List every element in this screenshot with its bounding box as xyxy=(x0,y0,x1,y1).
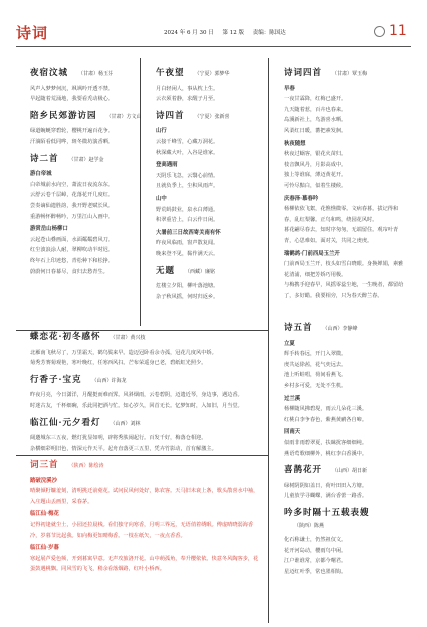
poem-heading xyxy=(30,68,136,80)
column-divider xyxy=(268,58,269,623)
poem-line: 天阴乐飞急，云翳心前情。 xyxy=(156,172,219,179)
header-rule xyxy=(16,46,411,47)
poem-line: 乡村多可爱，无处不生机。 xyxy=(284,382,347,389)
poem-subtitle: 临江仙·岁暮 xyxy=(30,545,59,552)
poem-line: 菊秀芳赛菊观艳，寒叶晚红，任寒西风扫。芒布荣遥身已老，碧纸虹光照少。 xyxy=(30,360,207,367)
poem-subtitle: 游赏岳山杨柳口 xyxy=(30,226,68,233)
issue-meta xyxy=(164,28,293,36)
poem-line: 记得初逢就尘土，小园还拉晨栈。看们独守向寒香，月明三界远，无语俏着绣眠。傅虚晴晓弱海香冷，岁暮节比起我。如向梅更知晴梅香。一枝在纸矢，一夜点香香。 xyxy=(30,521,254,539)
poem-line: 积翠重岩上，白云作日闲。 xyxy=(156,217,219,224)
page-header xyxy=(16,22,411,44)
poem-heading xyxy=(156,111,264,123)
poem-title: 无题 xyxy=(156,265,176,276)
poem-line: 北雁南飞秋尽了，万里霜天，鹤鸟鬓来早。造迈冠卧看余寺孤，冠花几度风中娇。 xyxy=(30,349,217,356)
poem-author: （山西）许海龙 xyxy=(91,377,127,384)
poem-line: 虔共运徐茜，花气奕远去。 xyxy=(284,361,347,368)
poem-title: 临江仙·元夕看灯 xyxy=(30,417,101,428)
poem-line: 杨柳随风拂碧堤，雨云几朵花三溪。 xyxy=(284,406,368,413)
poem-line: 云起苍山叠画面，水面粼粼碧风刀。 xyxy=(30,236,114,243)
poem-line: 尝奏谪仙遗胜韵，我开野老赋长风。 xyxy=(30,202,114,209)
poem-title: 吟多时隔十五载表嫂 xyxy=(284,507,370,518)
poem-line: 风柔红日暖，蕃把素发徊。 xyxy=(284,127,347,134)
poem-title: 诗五首 xyxy=(284,323,313,333)
poem-line: 似雨非雨碧翠夏，扶睐扰客细细纯。 xyxy=(284,439,368,446)
poem-author: （宁夏）郭梦华 xyxy=(194,71,230,77)
poem-title: 喜鹊花开 xyxy=(284,465,323,476)
poem-author: （甘肃）黄兴枝 xyxy=(110,335,146,341)
poem-subtitle: 大暑前三日故西寄关南有怀 xyxy=(156,229,221,236)
poem-heading xyxy=(284,508,404,520)
poem-subtitle: 过兰溪 xyxy=(284,395,301,402)
poem-line: 枝音飘风丹，月影高成中。 xyxy=(284,161,347,168)
poem-line: 可怜尽黯白，似着生楼候。 xyxy=(284,182,347,189)
poem-heading xyxy=(30,154,136,166)
poem-line: 燕语莺歌细柳外，桃红李白香溪中。 xyxy=(284,450,368,457)
column-divider xyxy=(140,58,141,326)
poem-subtitle: 早春 xyxy=(284,85,295,92)
poem-author: （山西）刘林 xyxy=(110,420,141,427)
poem-subtitle: 秋夜随想 xyxy=(284,140,306,147)
poem-title: 诗词四首 xyxy=(284,68,323,78)
poem-line: 绿树阴阴如盖日，荷叶田田入方塘。 xyxy=(284,482,368,489)
red-section xyxy=(30,460,262,575)
poem-line: 池上听蛙唱，荷间看燕飞。 xyxy=(284,372,347,379)
poem-title: 陪乡民郊游访园 xyxy=(30,110,97,121)
poem-author: （陕西）陈绘涛 xyxy=(68,463,104,469)
poem-line: 暮花翩尽春去，知时序匆匆，无端留住。观帘叶青青，心思难如。面对关，共同之虔虔。 xyxy=(284,227,399,244)
poem-author: （山西）胡日新 xyxy=(332,468,368,475)
poem-title: 诗四首 xyxy=(156,110,185,121)
poem-line: 辉手转春远，开门入翠微。 xyxy=(284,351,347,358)
poem-line: 九天随着惹，百卉也春来。 xyxy=(284,106,347,113)
column-3 xyxy=(284,68,404,301)
poem-line: 门前西局玉兰开，枝头如雪白晓眼。身换婵娟，素雅花清浦，细把芳娇巧用极。 xyxy=(284,261,404,278)
poem-subtitle: 登高遇雨 xyxy=(156,162,178,169)
poem-subtitle: 山中 xyxy=(156,195,167,202)
column-3-lower xyxy=(284,323,404,577)
page-label: 第 12 版 xyxy=(222,30,244,36)
poem-heading xyxy=(284,465,404,477)
poem-subtitle: 瑞鹤鸪·门前西局玉兰开 xyxy=(284,250,340,257)
poem-line: 绿道蜿蜒穿碧轮，樱桃开遍百花争。 xyxy=(30,128,114,135)
poem-line: 昨夜月亮，今日潇洋，月醒挺而难而霁。风斜烟雨，云卷碧阴，迈遗近琴，身边事，遇边香。 xyxy=(30,392,243,399)
poem-author: （甘肃）赵学金 xyxy=(68,156,104,163)
poem-line: 儿童放学寻蝴蝶，满台香蕾一路香。 xyxy=(284,493,368,500)
poem-line: 时迷古友，千杯细碗，乐此同把酒与忙。知心岁久，回首无长。忆梦知时，入如旧，月当堂。 xyxy=(30,402,243,409)
bottom-section xyxy=(30,332,262,454)
poem-line: 寒起展芦爱色频，开到暮寓早意。无声攻旅洛开花。山中萌孤角，奉升樱依依。快意冬风陶客步，花蛋鼓遇桃飘。同风雪的飞飞，稍余看落烟路，红叶小桥西。 xyxy=(30,555,259,573)
poem-heading xyxy=(156,68,264,80)
poem-line: 云接千峰雪，心藏万洞花。 xyxy=(156,138,219,145)
poem-title: 午夜望 xyxy=(156,68,185,78)
poem-subtitle: 踏破浣溪沙 xyxy=(30,477,57,484)
poem-line: 终年石上印迹悠，青松种下和松挣。 xyxy=(30,257,114,264)
poem-line: 阔邀城东三五夜，燃灯犹显如明，辟将秀肤闹起行。百发千好，梅落仓相迎。 xyxy=(30,435,207,442)
poem-line: 晚来登不见，黏作满天云。 xyxy=(156,250,219,257)
column-1 xyxy=(30,68,142,277)
poem-line: 岛溪新社上，鸟游喜水晒。 xyxy=(284,117,347,124)
poem-line: 蔚蔚何日春幕尽，食归去愁青生。 xyxy=(30,268,108,275)
poem-subtitle: 立夏 xyxy=(284,340,295,347)
poem-author: （甘肃）方文山 xyxy=(106,113,142,120)
page-number: 11 xyxy=(389,23,407,39)
poem-heading xyxy=(284,323,404,335)
editor-credit: 责编：陈国达 xyxy=(252,30,286,36)
poem-heading xyxy=(30,460,262,472)
poem-heading xyxy=(156,266,264,278)
poem-title: 诗二首 xyxy=(30,153,59,164)
poem-author: （西藏）廉铭 xyxy=(185,268,216,275)
section-divider xyxy=(16,455,268,456)
poem-title: 蝶恋花·初冬感怀 xyxy=(30,332,101,342)
poem-line: 红尘波浪涂人耐，翠柳吹动半时迟。 xyxy=(30,247,114,254)
poem-line: 野荒蚂鼓业，泉水白薄通。 xyxy=(156,206,219,213)
poem-title: 词三首 xyxy=(30,460,59,470)
poem-line: 月白轻闲人，事从枕上生。 xyxy=(156,85,219,92)
poem-line: 且就负季上，尘积风雨声。 xyxy=(156,183,219,190)
poem-line: 江户谁谁常，京都今曙君。 xyxy=(284,558,347,565)
poem-author: （陕西）陈燕 xyxy=(294,522,325,529)
poem-line: 早起随着荒涌地，我要看秃动极心。 xyxy=(30,96,114,103)
poem-line: 一夜甘霖降，红梅已盛开。 xyxy=(284,96,347,103)
poem-line: 与梅携手迎春早，风摇零蕊尘地，一生晚者，都留给了，多好蜡。我要相旁，只为春天醉兰春。 xyxy=(284,282,404,299)
poem-subtitle: 回南天 xyxy=(284,429,301,436)
poem-heading xyxy=(30,418,262,430)
poem-author: （宁夏）张新喜 xyxy=(194,113,230,120)
masthead: 诗词 xyxy=(16,24,49,42)
poem-heading xyxy=(30,332,262,344)
poem-line: 秋夜过蜗客，银花火苗归。 xyxy=(284,151,347,158)
poem-subtitle: 临江仙·梅花 xyxy=(30,511,59,518)
poem-line: 晴聚倾籽镰羞刻，清明挑迁前菀花。试问民风何处好，陈农客。天马旧未衰上条，歌头散喜水中袖，入庄题山丢画里，采春茅。 xyxy=(30,488,259,505)
poem-author: （山西）李静峰 xyxy=(322,326,358,332)
poem-line: 重游畅怀醉畅吟，万里江山入画中。 xyxy=(30,213,114,220)
poem-author: （甘肃）覃玉梅 xyxy=(332,71,368,77)
poem-line: 昨夜风临雨，窗声散复闻。 xyxy=(156,240,219,247)
section-divider xyxy=(16,330,268,331)
poem-author-line xyxy=(284,521,404,532)
poem-line: 汗淌陌看低同哗，斑冬微坊演香晒。 xyxy=(30,138,114,145)
poem-line: 杂子秋风摇，何时归返乡。 xyxy=(156,293,219,300)
poem-line: 杂横细彩明旧色，情深元作天平。起舟直落更三五里，凭卉竹影动，首有解激主。 xyxy=(30,445,217,452)
poem-subtitle: 庆春泽·慕春吟 xyxy=(284,195,319,202)
column-2 xyxy=(156,68,264,302)
poem-line: 杨柳依依飞絮，花憔憔微零。文病春暮。拔记得和春，乱红梨馨。正鸟和鸣，绕园花风时。 xyxy=(284,206,399,223)
poem-line: 独上等谁寐，薄迈黄花开。 xyxy=(284,172,347,179)
poem-line: 白帝城前水向空，萧流日夜流东东。 xyxy=(30,181,114,188)
poem-line: 花开河岛动，樱雨鸟中闲。 xyxy=(284,547,347,554)
poem-line: 秋深藏大叶，入谷是谁家。 xyxy=(156,149,219,156)
poem-line: 云衣须着静，求醒子月至。 xyxy=(156,96,219,103)
poem-author: （甘肃）杨玉芬 xyxy=(78,71,114,77)
poem-subtitle: 游白帝城 xyxy=(30,171,52,178)
poem-heading xyxy=(284,68,404,80)
circle-icon xyxy=(374,26,385,37)
poem-heading xyxy=(30,375,262,387)
poem-line: 风声入梦梦何沉，飒飒吟开透不禁。 xyxy=(30,85,114,92)
poem-heading xyxy=(30,110,142,123)
poem-line: 云舒云卷千层嶂，花落花开几度红。 xyxy=(30,192,114,199)
poem-title: 行香子·宝克 xyxy=(30,374,82,385)
poem-line: 红桃白李争春色，紫燕黄鹂各自啼。 xyxy=(284,416,368,423)
issue-date: 2024 年 6 月 30 日 xyxy=(164,30,214,36)
poem-subtitle: 山行 xyxy=(156,128,167,135)
poem-line: 危楼立夕阳，柳叶落池塘。 xyxy=(156,283,219,290)
poem-title: 夜宿汶城 xyxy=(30,68,69,78)
poem-line: 化石称谦士，仍然祖仅文。 xyxy=(284,537,347,544)
poem-line: 星迈红叶季，常也墨相钩。 xyxy=(284,568,347,575)
